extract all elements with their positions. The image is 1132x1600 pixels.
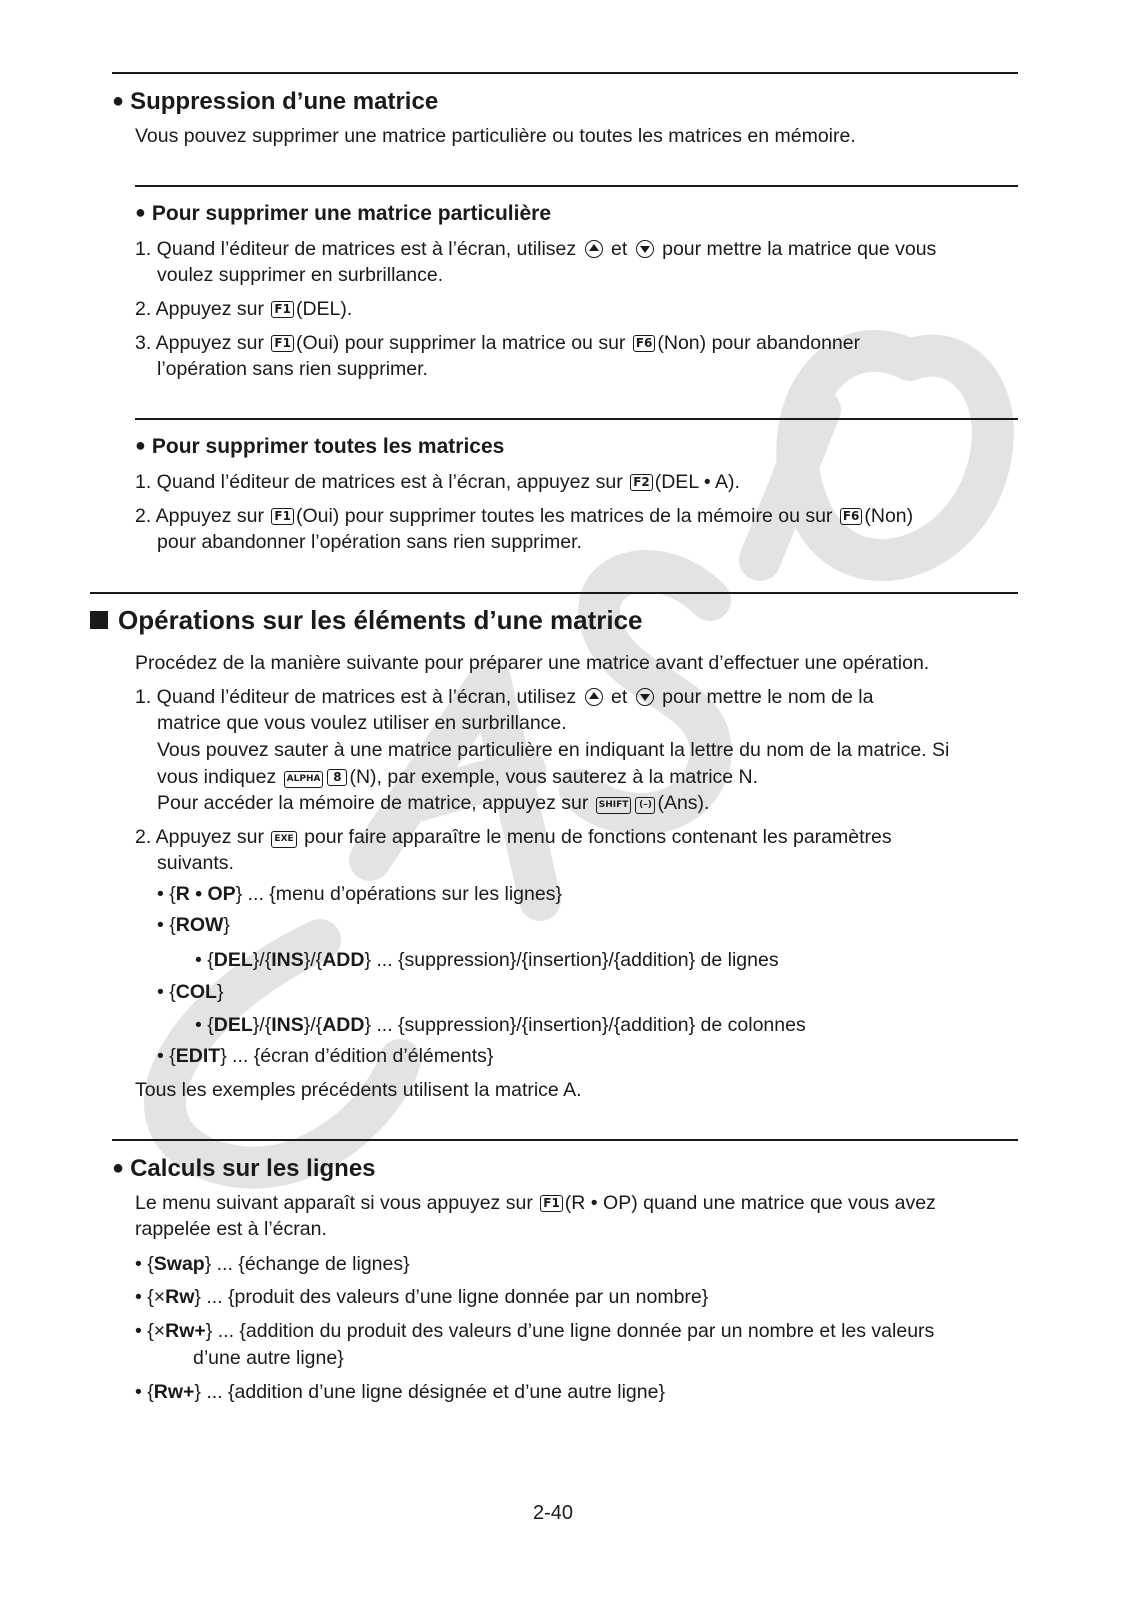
intro-text-cont: rappelée est à l’écran.	[135, 1218, 327, 1240]
item-label: DEL	[213, 949, 253, 971]
step-text: pour mettre le nom de la	[662, 686, 874, 708]
step-1	[135, 236, 936, 262]
list-item: • {×Rw} ... {produit des valeurs d’une ligne donnée par un nombre}	[135, 1286, 709, 1308]
up-arrow-key-icon	[585, 240, 603, 258]
heading-delete-one	[135, 202, 551, 226]
f1-key-icon: F1	[271, 508, 294, 525]
times-symbol: ×	[153, 1320, 166, 1342]
f6-key-icon: F6	[840, 508, 863, 525]
step-text: vous indiquez	[157, 766, 277, 788]
item-text: ... {addition d’une ligne désignée et d’une autre ligne}	[200, 1381, 665, 1403]
heading-element-operations	[90, 605, 643, 636]
step-text: et	[610, 238, 628, 260]
rule	[135, 418, 1018, 420]
item-label: Swap	[153, 1253, 205, 1275]
item-label: ADD	[322, 949, 365, 971]
step-text: Pour accéder la mémoire de matrice, appuyez sur	[157, 792, 589, 814]
step-3-cont: l’opération sans rien supprimer.	[157, 358, 428, 380]
exe-key-icon: EXE	[271, 831, 296, 848]
item-text: ... {addition du produit des valeurs d’une ligne donnée par un nombre et les valeurs	[212, 1320, 935, 1342]
item-label: ADD	[322, 1014, 365, 1036]
step-1-cont: matrice que vous voulez utiliser en surbrillance.	[157, 712, 567, 734]
bullet: ●	[135, 202, 146, 222]
f2-key-icon: F2	[630, 474, 653, 491]
list-item: • {EDIT} ... {écran d’édition d’éléments}	[157, 1045, 494, 1067]
step-2	[135, 503, 913, 529]
step-2	[135, 296, 352, 322]
section-title: Calculs sur les lignes	[130, 1155, 376, 1182]
section-title: Suppression d’une matrice	[130, 88, 439, 115]
step-1	[135, 684, 873, 710]
section-title: Opérations sur les éléments d’une matrice	[118, 605, 643, 635]
item-text: ... {écran d’édition d’éléments}	[226, 1045, 494, 1067]
down-arrow-key-icon	[636, 240, 654, 258]
heading-suppression	[112, 88, 438, 116]
step-text: (Oui) pour supprimer la matrice ou sur	[295, 332, 626, 354]
step-1-cont: Vous pouvez sauter à une matrice particulière en indiquant la lettre du nom de la matrice. Si	[157, 739, 950, 761]
page-number: 2-40	[533, 1502, 574, 1524]
section-rule	[90, 592, 1018, 594]
step-text: (DEL • A).	[654, 471, 740, 493]
step-text: Le menu suivant apparaît si vous appuyez sur	[135, 1192, 533, 1214]
section-title: Pour supprimer une matrice particulière	[151, 202, 551, 225]
list-subitem: • {DEL}/{INS}/{ADD} ... {suppression}/{insertion}/{addition} de lignes	[195, 949, 779, 971]
item-label: INS	[271, 949, 304, 971]
item-text: ... {suppression}/{insertion}/{addition} de lignes	[370, 949, 779, 971]
item-label: R • OP	[175, 883, 236, 905]
step-1-cont: voulez supprimer en surbrillance.	[157, 264, 444, 286]
step-text: (R • OP) quand une matrice que vous avez	[564, 1192, 936, 1214]
step-text: 2. Appuyez sur	[135, 826, 264, 848]
f6-key-icon: F6	[633, 335, 656, 352]
list-item: • {COL}	[157, 981, 224, 1003]
item-text: ... {suppression}/{insertion}/{addition} de colonnes	[370, 1014, 806, 1036]
top-rule	[112, 72, 1018, 74]
down-arrow-key-icon	[636, 688, 654, 706]
intro-text	[135, 1190, 936, 1216]
section-title: Pour supprimer toutes les matrices	[151, 435, 505, 458]
item-label: EDIT	[175, 1045, 221, 1067]
negative-key-icon: (–)	[635, 797, 655, 814]
square-bullet-icon	[90, 611, 108, 629]
rule	[135, 185, 1018, 187]
step-2-cont: pour abandonner l’opération sans rien supprimer.	[157, 531, 582, 553]
item-label: INS	[271, 1014, 304, 1036]
times-symbol: ×	[153, 1286, 166, 1308]
alpha-key-icon: ALPHA	[284, 771, 324, 788]
f1-key-icon: F1	[271, 335, 294, 352]
step-text: (Non) pour abandonner	[657, 332, 861, 354]
step-1-cont	[157, 764, 758, 790]
step-3	[135, 330, 860, 356]
item-text: ... {produit des valeurs d’une ligne donnée par un nombre}	[200, 1286, 709, 1308]
step-text: pour mettre la matrice que vous	[662, 238, 937, 260]
list-item: • {ROW}	[157, 914, 230, 936]
shift-key-icon: SHIFT	[596, 797, 632, 814]
step-2	[135, 824, 892, 850]
list-item: • {Swap} ... {échange de lignes}	[135, 1253, 410, 1275]
step-text: 2. Appuyez sur	[135, 505, 264, 527]
intro-text: Vous pouvez supprimer une matrice particulière ou toutes les matrices en mémoire.	[135, 125, 856, 147]
intro-text: Procédez de la manière suivante pour préparer une matrice avant d’effectuer une opération.	[135, 652, 930, 674]
bullet: ●	[135, 435, 146, 455]
step-text: 1. Quand l’éditeur de matrices est à l’écran, appuyez sur	[135, 471, 623, 493]
bullet: ●	[112, 1157, 125, 1179]
step-1	[135, 469, 740, 495]
step-text: 1. Quand l’éditeur de matrices est à l’écran, utilisez	[135, 238, 577, 260]
up-arrow-key-icon	[585, 688, 603, 706]
step-2-cont: suivants.	[157, 852, 234, 874]
step-text: (Non)	[864, 505, 914, 527]
heading-delete-all	[135, 435, 504, 459]
item-label: Rw	[165, 1286, 195, 1308]
step-text: (DEL).	[295, 298, 353, 320]
step-text: (Oui) pour supprimer toutes les matrices de la mémoire ou sur	[295, 505, 833, 527]
list-item-cont: d’une autre ligne}	[193, 1347, 344, 1369]
bullet: ●	[112, 90, 125, 112]
item-label: DEL	[213, 1014, 253, 1036]
list-subitem: • {DEL}/{INS}/{ADD} ... {suppression}/{insertion}/{addition} de colonnes	[195, 1014, 806, 1036]
rule	[112, 1139, 1018, 1141]
item-text: ... {échange de lignes}	[211, 1253, 410, 1275]
footer-note: Tous les exemples précédents utilisent la matrice A.	[135, 1079, 582, 1101]
item-label: ROW	[175, 914, 224, 936]
step-text: (Ans).	[657, 792, 710, 814]
list-item: • {×Rw+} ... {addition du produit des valeurs d’une ligne donnée par un nombre et les valeurs	[135, 1320, 935, 1342]
item-text: ... {menu d’opérations sur les lignes}	[242, 883, 562, 905]
item-label: COL	[175, 981, 217, 1003]
step-text: pour faire apparaître le menu de fonctions contenant les paramètres	[304, 826, 892, 848]
f1-key-icon: F1	[271, 301, 294, 318]
heading-row-calculations	[112, 1155, 376, 1183]
step-text: 3. Appuyez sur	[135, 332, 264, 354]
item-label: Rw+	[153, 1381, 195, 1403]
eight-key-icon: 8	[327, 769, 347, 786]
step-text: (N), par exemple, vous sauterez à la matrice N.	[349, 766, 759, 788]
item-label: Rw+	[165, 1320, 206, 1342]
step-text: 1. Quand l’éditeur de matrices est à l’écran, utilisez	[135, 686, 577, 708]
step-text: et	[610, 686, 628, 708]
step-1-cont	[157, 790, 709, 816]
f1-key-icon: F1	[540, 1195, 563, 1212]
list-item: • {Rw+} ... {addition d’une ligne désignée et d’une autre ligne}	[135, 1381, 665, 1403]
list-item: • {R • OP} ... {menu d’opérations sur les lignes}	[157, 883, 562, 905]
step-text: 2. Appuyez sur	[135, 298, 264, 320]
